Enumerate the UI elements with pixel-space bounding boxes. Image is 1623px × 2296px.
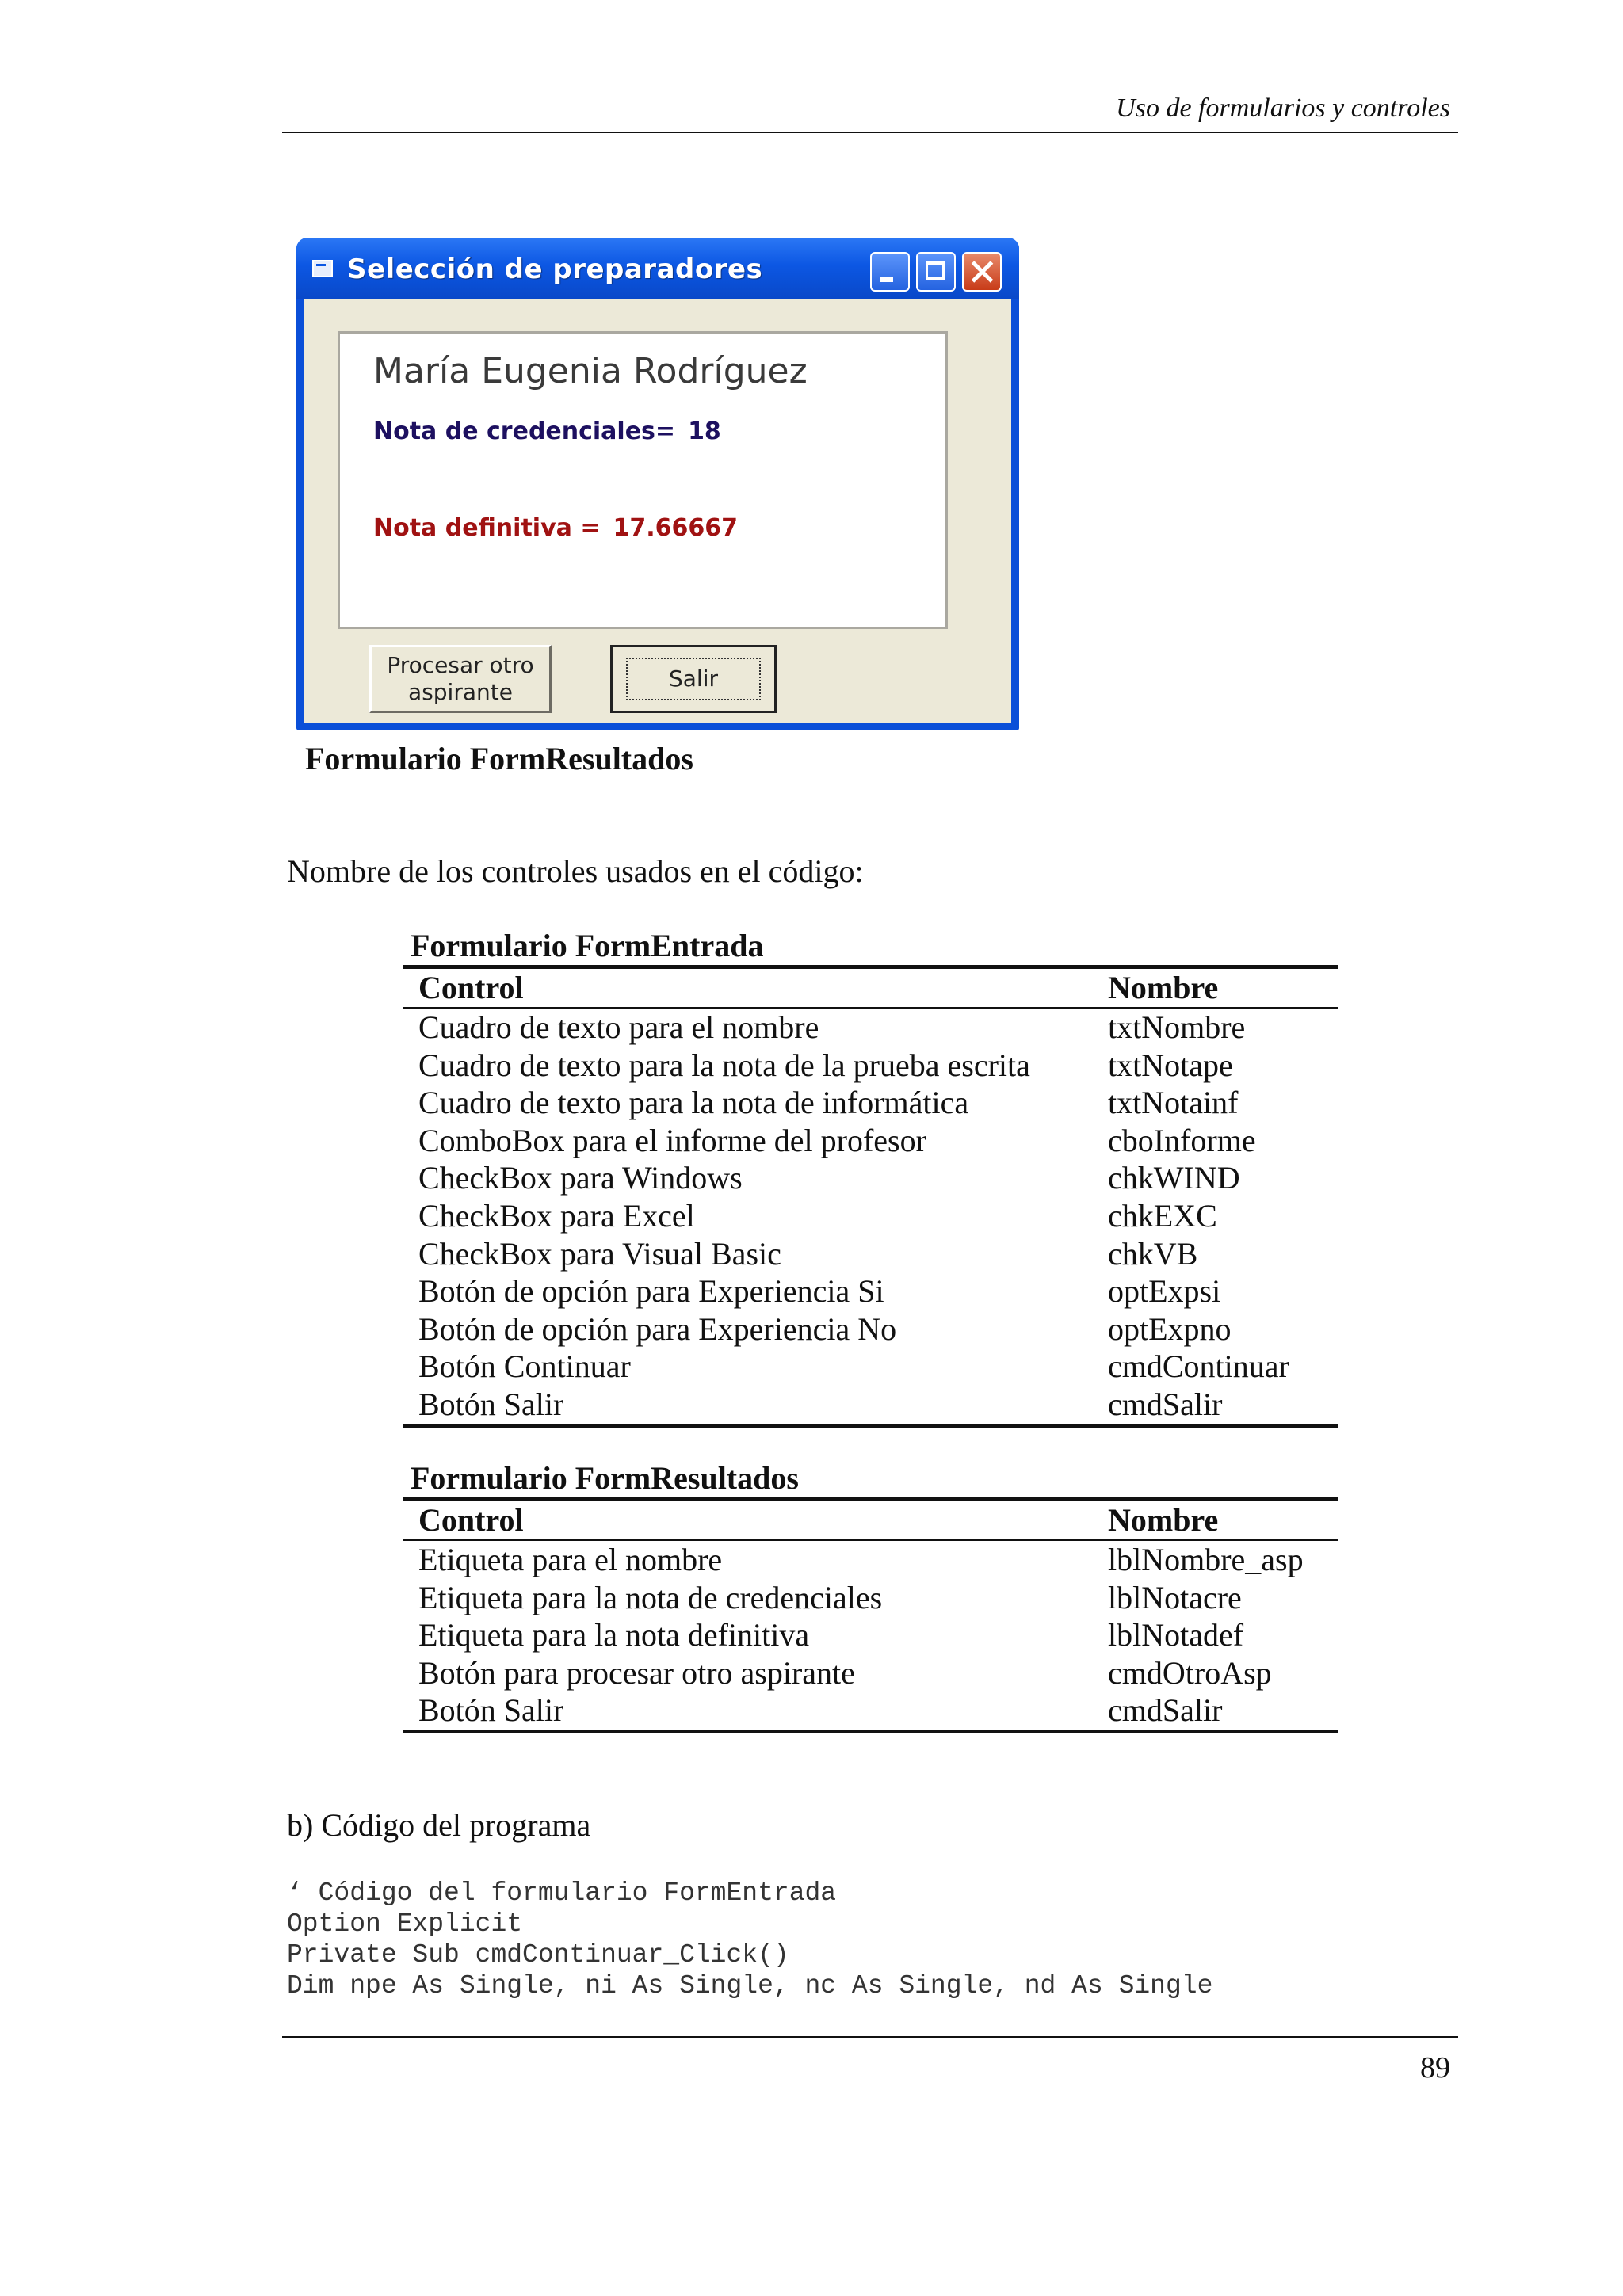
cell-nombre: lblNotadef — [1108, 1617, 1244, 1653]
cell-nombre: optExpsi — [1108, 1273, 1221, 1310]
table-header-row — [403, 1501, 1338, 1541]
credentials-grade-value: 18 — [688, 418, 721, 445]
table-row — [403, 1197, 1338, 1235]
final-grade-label — [373, 514, 738, 542]
cell-control: Botón Salir — [418, 1692, 564, 1729]
table-row — [403, 1541, 1338, 1579]
cell-control: Botón para procesar otro aspirante — [418, 1654, 855, 1691]
cell-nombre: txtNotainf — [1108, 1085, 1239, 1121]
table-row — [403, 1009, 1338, 1047]
cell-control: Cuadro de texto para la nota de la prueba escrita — [418, 1047, 1030, 1083]
column-header-nombre: Nombre — [1108, 1502, 1219, 1538]
table-row — [403, 1579, 1338, 1617]
cell-control: Botón Continuar — [418, 1348, 631, 1385]
exit-button[interactable] — [610, 645, 777, 713]
cell-control: ComboBox para el informe del profesor — [418, 1122, 926, 1158]
maximize-icon[interactable] — [916, 252, 956, 292]
cell-nombre: cmdSalir — [1108, 1386, 1223, 1422]
footer-rule — [282, 2036, 1458, 2038]
table-row — [403, 1386, 1338, 1424]
cell-control: Botón Salir — [418, 1386, 564, 1422]
table-row — [403, 1047, 1338, 1085]
section-heading: b) Código del programa — [287, 1807, 591, 1843]
credentials-grade-label — [373, 418, 721, 445]
table-formentrada — [403, 927, 1338, 1428]
cell-nombre: cboInforme — [1108, 1122, 1256, 1158]
cell-nombre: optExpno — [1108, 1310, 1232, 1347]
table-row — [403, 1691, 1338, 1730]
cell-nombre: cmdOtroAsp — [1108, 1654, 1272, 1691]
cell-nombre: chkEXC — [1108, 1197, 1217, 1234]
cell-nombre: lblNotacre — [1108, 1579, 1242, 1615]
minimize-icon[interactable] — [870, 252, 910, 292]
cell-control: Cuadro de texto para el nombre — [418, 1009, 819, 1045]
cell-nombre: txtNombre — [1108, 1009, 1246, 1045]
credentials-grade-caption: Nota de credenciales= — [373, 418, 676, 445]
cell-nombre: cmdContinuar — [1108, 1348, 1289, 1385]
cell-control: Botón de opción para Experiencia Si — [418, 1273, 884, 1310]
table-row — [403, 1084, 1338, 1122]
column-header-nombre: Nombre — [1108, 970, 1219, 1005]
table-row — [403, 1616, 1338, 1654]
table-row — [403, 1159, 1338, 1197]
window-client-area — [304, 299, 1011, 723]
final-grade-value: 17.66667 — [613, 514, 738, 542]
cell-control: Botón de opción para Experiencia No — [418, 1310, 897, 1347]
figure-caption: Formulario FormResultados — [305, 741, 693, 776]
table-row — [403, 1310, 1338, 1348]
table-formresultados — [403, 1459, 1338, 1733]
cell-control: Cuadro de texto para la nota de informática — [418, 1085, 969, 1121]
window-titlebar — [296, 238, 1019, 299]
table-header-row — [403, 969, 1338, 1009]
table-title: Formulario FormEntrada — [411, 928, 764, 963]
table-row — [403, 1122, 1338, 1160]
table-title: Formulario FormResultados — [411, 1460, 799, 1496]
exit-button-label: Salir — [626, 658, 761, 700]
form-window-screenshot — [296, 238, 1019, 730]
code-line: Dim npe As Single, ni As Single, nc As Single, nd As Single — [287, 1971, 1213, 2000]
column-header-control: Control — [418, 1502, 524, 1538]
form-icon — [312, 260, 333, 277]
code-block — [287, 1878, 1212, 2001]
page-number: 89 — [1420, 2051, 1450, 2084]
table-row — [403, 1348, 1338, 1386]
column-header-control: Control — [418, 970, 524, 1005]
close-icon[interactable] — [962, 252, 1002, 292]
code-line: ‘ Código del formulario FormEntrada — [287, 1878, 837, 1908]
cell-nombre: txtNotape — [1108, 1047, 1233, 1083]
window-title: Selección de preparadores — [347, 254, 763, 285]
code-line: Private Sub cmdContinuar_Click() — [287, 1940, 789, 1970]
cell-nombre: cmdSalir — [1108, 1692, 1223, 1729]
cell-nombre: chkWIND — [1108, 1160, 1240, 1196]
applicant-name-label: María Eugenia Rodríguez — [373, 351, 808, 391]
running-header: Uso de formularios y controles — [1116, 93, 1450, 123]
cell-nombre: chkVB — [1108, 1235, 1198, 1272]
header-rule — [282, 132, 1458, 133]
table-row — [403, 1235, 1338, 1273]
table-row — [403, 1272, 1338, 1310]
cell-control: Etiqueta para la nota definitiva — [418, 1617, 810, 1653]
final-grade-caption: Nota definitiva = — [373, 514, 601, 542]
cell-nombre: lblNombre_asp — [1108, 1542, 1304, 1577]
cell-control: CheckBox para Excel — [418, 1197, 695, 1234]
intro-paragraph: Nombre de los controles usados en el código: — [287, 853, 864, 889]
cell-control: Etiqueta para la nota de credenciales — [418, 1579, 883, 1615]
code-line: Option Explicit — [287, 1909, 523, 1939]
cell-control: CheckBox para Windows — [418, 1160, 743, 1196]
results-frame — [338, 331, 948, 629]
process-another-button[interactable]: Procesar otro aspirante — [369, 645, 552, 713]
table-row — [403, 1654, 1338, 1692]
cell-control: Etiqueta para el nombre — [418, 1542, 723, 1577]
cell-control: CheckBox para Visual Basic — [418, 1235, 781, 1272]
